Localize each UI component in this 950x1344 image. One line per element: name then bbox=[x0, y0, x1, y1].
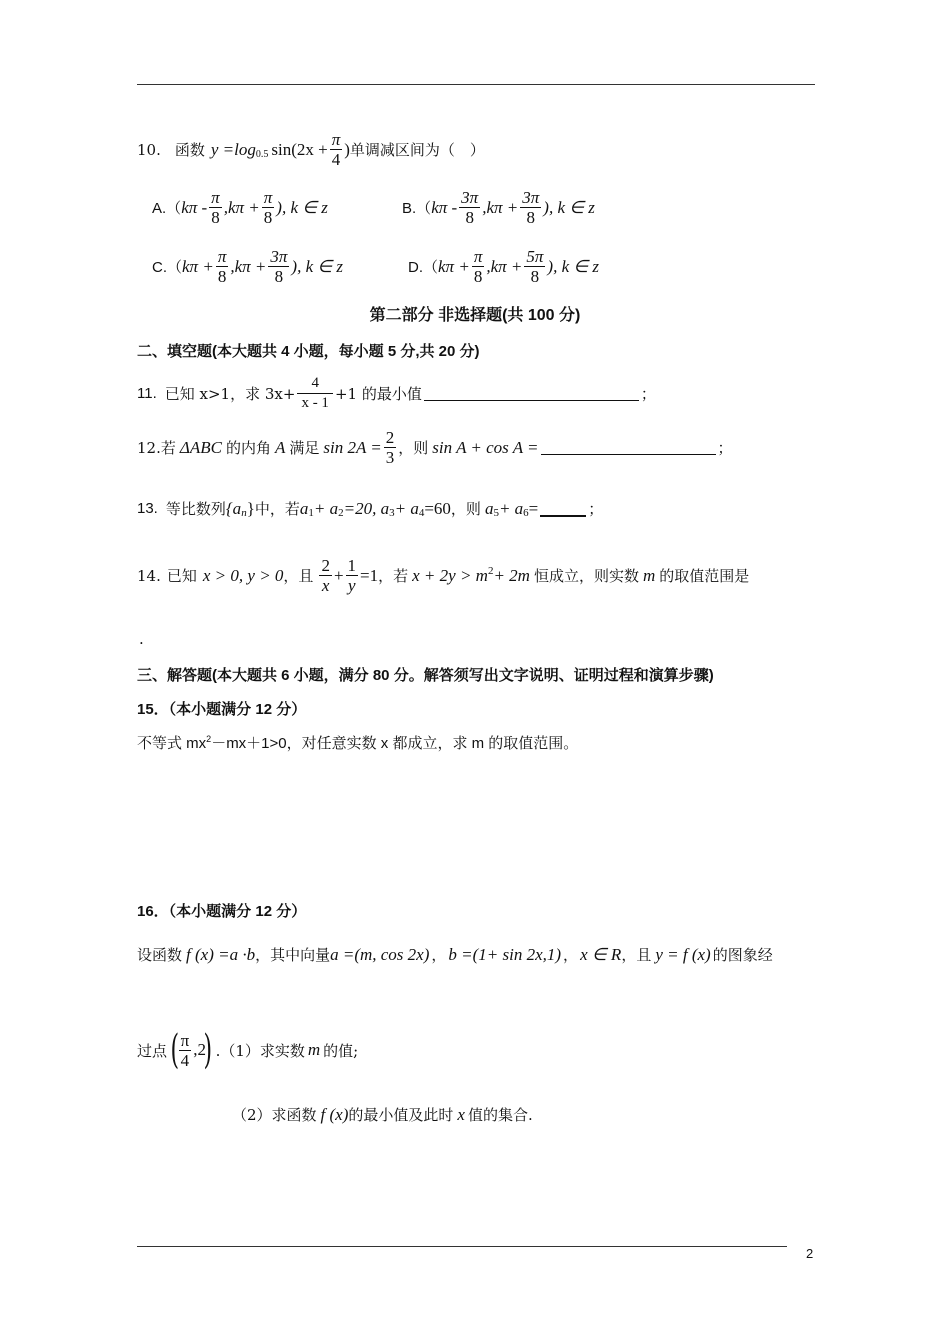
q16-text-7: 的值; bbox=[323, 1041, 359, 1060]
q11-frac bbox=[297, 374, 333, 413]
q16-m: m bbox=[307, 1040, 321, 1059]
frac-num: π bbox=[211, 188, 220, 207]
option-c-label: C.（ bbox=[152, 259, 183, 276]
q15-text-2: －mx＋1>0，对任意实数 x 都成立，求 m 的取值范围。 bbox=[211, 735, 579, 752]
question-12 bbox=[137, 428, 733, 467]
q10-expr-sin: sin(2x + bbox=[271, 139, 328, 159]
option-d bbox=[408, 247, 599, 286]
frac-num: 2 bbox=[321, 556, 330, 575]
q10-expr: y =log bbox=[210, 139, 256, 159]
sup: 2 bbox=[487, 564, 494, 577]
q16-vector-a: a =(m, cos 2x) bbox=[330, 944, 430, 964]
q12-triangle: ΔABC bbox=[179, 437, 222, 457]
left-paren: ( bbox=[170, 1027, 180, 1073]
frac-den: 8 bbox=[274, 267, 284, 286]
frac-den: 8 bbox=[465, 208, 474, 227]
q14-frac-1 bbox=[319, 556, 332, 595]
q14-eq: =1 bbox=[360, 565, 379, 585]
sub: 4 bbox=[418, 506, 425, 519]
frac-num: π bbox=[263, 188, 273, 207]
right-paren: ) bbox=[203, 1027, 213, 1073]
q11-number: 11. bbox=[137, 385, 157, 402]
q13-text-2: 中，若 bbox=[254, 500, 300, 518]
header-rule bbox=[137, 84, 815, 85]
frac-num: 2 bbox=[385, 428, 395, 447]
q16-text-2: ，其中向量 bbox=[255, 946, 331, 964]
frac-num: 3π bbox=[270, 247, 288, 266]
sup: 2 bbox=[206, 733, 212, 744]
options-row-ab bbox=[152, 188, 328, 227]
q14-continuation-dot: . bbox=[139, 630, 144, 648]
frac-den: 4 bbox=[180, 1050, 190, 1070]
frac-den: x bbox=[321, 576, 330, 595]
q12-angle: A bbox=[274, 437, 286, 457]
q10-frac bbox=[330, 130, 343, 169]
option-c-frac2 bbox=[268, 247, 289, 286]
q13-seq: {a bbox=[225, 498, 242, 518]
q11-text: 已知 x>1，求 3x+ bbox=[164, 385, 296, 403]
frac-num: π bbox=[473, 247, 483, 266]
frac-num: π bbox=[331, 130, 341, 149]
q11-answer-blank[interactable] bbox=[424, 386, 639, 401]
q16-vector-b: b =(1+ sin 2x,1) bbox=[448, 944, 562, 964]
q10-text: 函数 bbox=[174, 141, 205, 159]
q16-point-y: ,2 bbox=[193, 1040, 206, 1059]
sub: 2 bbox=[338, 506, 344, 519]
option-b-mid: ,kπ + bbox=[482, 197, 519, 217]
question-13 bbox=[137, 498, 603, 519]
q13-seq-close: } bbox=[246, 498, 255, 518]
q13-a4: + a bbox=[394, 498, 419, 518]
q12-text-4: ，则 bbox=[398, 439, 429, 457]
q11-end: ； bbox=[640, 385, 656, 403]
option-d-mid: ,kπ + bbox=[486, 256, 523, 276]
option-c-frac1 bbox=[216, 247, 229, 286]
q16-text-10: 值的集合. bbox=[467, 1106, 533, 1124]
q13-end: ； bbox=[588, 500, 604, 518]
q14-text-2: ，且 bbox=[283, 567, 314, 585]
q13-text: 等比数列 bbox=[165, 500, 226, 518]
q10-close: ) bbox=[344, 139, 350, 159]
sub: 5 bbox=[493, 506, 499, 519]
option-a-frac1 bbox=[209, 188, 222, 227]
option-b-expr: kπ - bbox=[431, 197, 458, 217]
q16-point-frac bbox=[179, 1031, 192, 1070]
q12-text: 若 bbox=[160, 439, 176, 457]
option-c-end: ), k ∈ z bbox=[291, 256, 344, 276]
option-c bbox=[152, 247, 343, 286]
frac-num: π bbox=[180, 1030, 190, 1050]
footer-rule bbox=[137, 1246, 787, 1247]
q14-ineq-2: + 2m bbox=[493, 565, 530, 585]
section-2-title: 二、填空题(本大题共 4 小题，每小题 5 分,共 20 分) bbox=[137, 343, 480, 360]
q14-text-3: ，若 bbox=[378, 567, 409, 585]
q13-eq: =60 bbox=[424, 498, 451, 518]
q10-tail: 单调减区间为（ ） bbox=[349, 141, 485, 159]
option-a-frac2 bbox=[262, 188, 275, 227]
sub: 1 bbox=[308, 506, 314, 519]
option-d-frac2 bbox=[524, 247, 545, 286]
frac-num: 5π bbox=[526, 247, 544, 266]
frac-den: 8 bbox=[211, 208, 220, 227]
q12-frac bbox=[384, 428, 397, 467]
option-a-label: A.（ bbox=[152, 200, 182, 217]
q14-plus: + bbox=[333, 565, 344, 585]
option-c-mid: ,kπ + bbox=[230, 256, 267, 276]
q16-text-9: 的最小值及此时 bbox=[348, 1106, 454, 1124]
option-d-frac1 bbox=[472, 247, 485, 286]
option-b bbox=[402, 188, 595, 227]
option-b-frac2 bbox=[520, 188, 541, 227]
option-a-end: ), k ∈ z bbox=[276, 197, 328, 217]
option-d-end: ), k ∈ z bbox=[547, 256, 600, 276]
frac-num: π bbox=[217, 247, 227, 266]
q14-text-5: 的取值范围是 bbox=[659, 567, 750, 585]
q10-base: 0.5 bbox=[255, 149, 269, 160]
q16-text-3: ，且 bbox=[621, 946, 652, 964]
q13-a6: + a bbox=[498, 498, 524, 518]
option-b-label: B.（ bbox=[402, 200, 432, 217]
question-10 bbox=[137, 130, 485, 169]
q12-expr-2: sin A + cos A = bbox=[432, 437, 539, 457]
frac-num: 4 bbox=[297, 374, 333, 394]
frac-den: x - 1 bbox=[301, 395, 329, 411]
frac-den: 8 bbox=[217, 267, 227, 286]
q16-line-1 bbox=[137, 944, 773, 965]
option-b-end: ), k ∈ z bbox=[543, 197, 595, 217]
q16-comma-2: ， bbox=[563, 946, 579, 964]
q14-text: 已知 bbox=[166, 567, 197, 585]
option-d-expr: kπ + bbox=[438, 256, 470, 276]
frac-den: 8 bbox=[473, 267, 483, 286]
q14-ineq: x + 2y > m bbox=[412, 565, 488, 585]
section-3-title: 三、解答题(本大题共 6 小题，满分 80 分。解答须写出文字说明、证明过程和演算步骤) bbox=[137, 667, 714, 684]
q16-text-4: 的图象经 bbox=[712, 946, 773, 964]
option-c-expr: kπ + bbox=[182, 256, 214, 276]
q15-text: 不等式 mx bbox=[137, 735, 207, 752]
q16-heading: 16．（本小题满分 12 分） bbox=[137, 903, 307, 920]
option-a-expr: kπ - bbox=[181, 197, 208, 217]
q13-a1: a bbox=[299, 498, 309, 518]
frac-num: 1 bbox=[347, 556, 357, 575]
q13-a3: =20, a bbox=[343, 498, 390, 518]
q16-yf: y = f (x) bbox=[655, 944, 711, 964]
frac-num: 3π bbox=[522, 188, 540, 207]
q12-text-2: 的内角 bbox=[225, 439, 271, 457]
q16-text-6: .（1）求实数 bbox=[215, 1041, 305, 1060]
q13-seq-sub: n bbox=[241, 506, 247, 519]
q16-text-8: （2）求函数 bbox=[232, 1106, 317, 1124]
q14-cond: x > 0, y > 0 bbox=[202, 565, 284, 585]
part-2-title: 第二部分 非选择题(共 100 分) bbox=[369, 307, 581, 324]
q16-x: x bbox=[457, 1104, 465, 1124]
q14-m: m bbox=[642, 565, 656, 585]
q10-number: 10. bbox=[137, 140, 161, 159]
q14-frac-2 bbox=[346, 556, 359, 595]
frac-den: 3 bbox=[385, 448, 395, 467]
q16-comma: ， bbox=[431, 946, 447, 964]
frac-den: 8 bbox=[530, 267, 540, 286]
q13-eq-2: = bbox=[528, 498, 539, 518]
q12-answer-blank[interactable] bbox=[541, 440, 716, 455]
q16-fx-2: f (x) bbox=[320, 1104, 349, 1124]
option-d-label: D.（ bbox=[408, 259, 439, 276]
q14-number: 14. bbox=[137, 566, 161, 585]
q16-text-5: 过点 bbox=[137, 1041, 168, 1060]
page-number: 2 bbox=[806, 1246, 814, 1261]
q16-line-2 bbox=[137, 1027, 359, 1073]
q16-fx: f (x) =a ·b bbox=[186, 944, 256, 964]
frac-den: 8 bbox=[263, 208, 273, 227]
q16-text: 设函数 bbox=[137, 946, 183, 964]
q13-answer-blank[interactable] bbox=[540, 501, 586, 517]
sub: 3 bbox=[389, 506, 395, 519]
q16-domain: x ∈ R bbox=[580, 944, 622, 964]
question-14 bbox=[137, 556, 749, 595]
frac-num: 3π bbox=[461, 188, 479, 207]
question-11 bbox=[137, 374, 656, 413]
q12-expr: sin 2A = bbox=[323, 437, 382, 457]
frac-den: y bbox=[348, 576, 356, 595]
q13-text-3: ，则 bbox=[450, 500, 481, 518]
q15-heading: 15．（本小题满分 12 分） bbox=[137, 701, 307, 718]
q15-body bbox=[137, 732, 578, 753]
option-a-mid: ,kπ + bbox=[223, 197, 260, 217]
q11-text-post: +1 的最小值 bbox=[334, 385, 422, 403]
q13-number: 13. bbox=[137, 500, 158, 517]
q13-a2: + a bbox=[313, 498, 339, 518]
frac-den: 8 bbox=[526, 208, 536, 227]
q12-end: ； bbox=[717, 439, 733, 457]
frac-den: 4 bbox=[331, 150, 341, 169]
q12-text-3: 满足 bbox=[289, 439, 320, 457]
sub: 6 bbox=[523, 506, 529, 519]
q16-line-3 bbox=[232, 1104, 533, 1125]
q14-text-4: 恒成立，则实数 bbox=[533, 567, 639, 585]
q13-a5: a bbox=[484, 498, 494, 518]
q12-number: 12. bbox=[137, 438, 161, 457]
option-b-frac1 bbox=[459, 188, 480, 227]
